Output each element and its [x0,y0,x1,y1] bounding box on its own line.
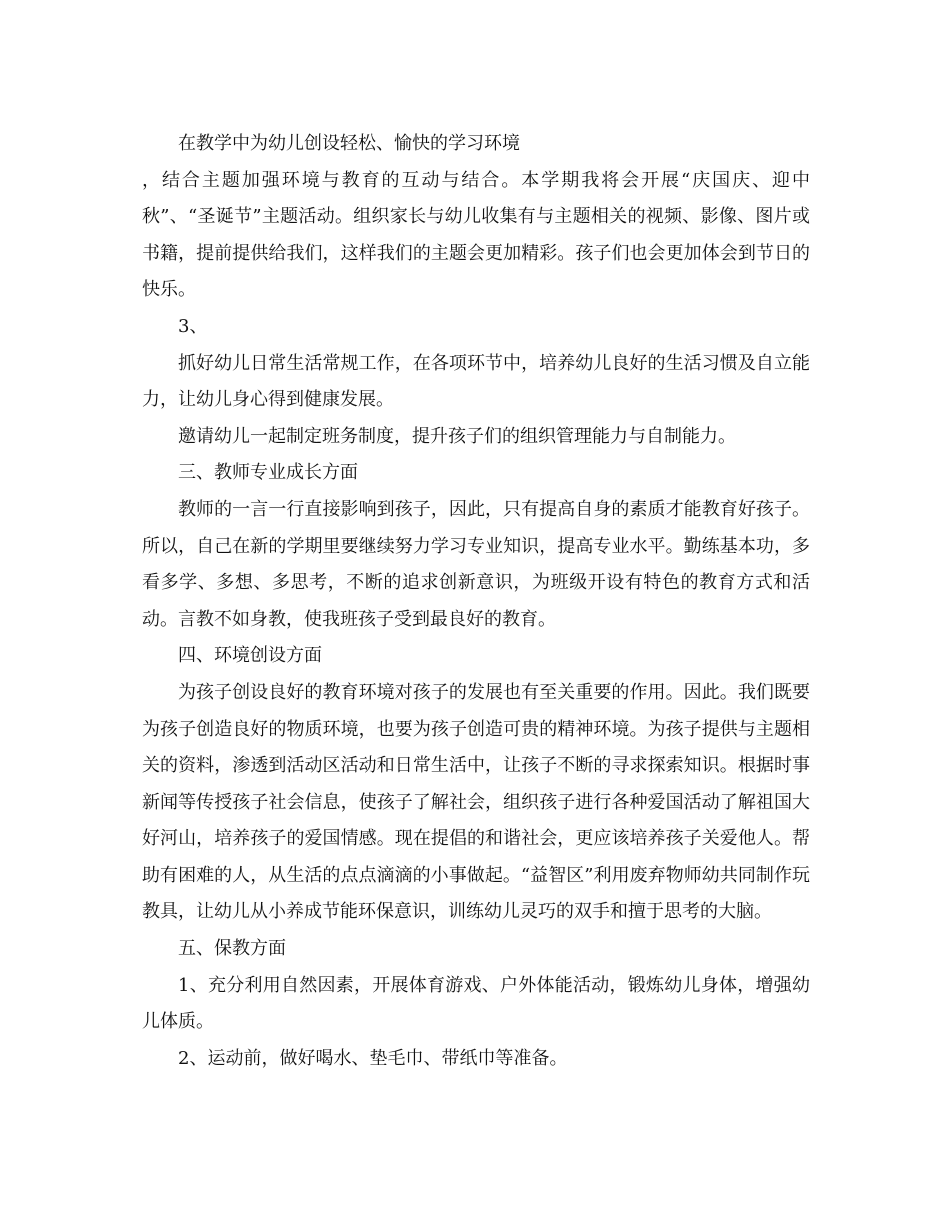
list-number-3: 3、 [178,315,208,337]
paragraph-theme-activities: ，结合主题加强环境与教育的互动与结合。本学期我将会开展“庆国庆、迎中秋”、“圣诞节”主题活动。组织家长与幼儿收集有与主题相关的视频、影像、图片或书籍，提前提供给我们，这样我们的主题会更加精彩。孩子们也会更加体会到节日的快乐。 [142,169,810,301]
paragraph-exercise-preparation: 2、运动前，做好喝水、垫毛巾、带纸巾等准备。 [178,1047,568,1069]
paragraph-environment-creation: 为孩子创设良好的教育环境对孩子的发展也有至关重要的作用。因此。我们既要为孩子创造良好的物质环境，也要为孩子创造可贵的精神环境。为孩子提供与主题相关的资料，渗透到活动区活动和日常生活中，让孩子不断的寻求探索知识。根据时事新闻等传授孩子社会信息，使孩子了解社会，组织孩子进行各种爱国活动了解祖国大好河山，培养孩子的爱国情感。现在提倡的和谐社会，更应该培养孩子关爱他人。帮助有困难的人，从生活的点点滴滴的小事做起。“益智区”利用废弃物师幼共同制作玩教具，让幼儿从小养成节能环保意识，训练幼儿灵巧的双手和擅于思考的大脑。 [142,681,810,923]
heading-care-education: 五、保教方面 [178,938,286,960]
paragraph-daily-routine: 抓好幼儿日常生活常规工作，在各项环节中，培养幼儿良好的生活习惯及自立能力，让幼儿身心得到健康发展。 [142,352,810,411]
paragraph-learning-environment: 在教学中为幼儿创设轻松、愉快的学习环境 [178,133,520,154]
document-body [142,126,810,1077]
heading-environment-creation: 四、环境创设方面 [178,645,322,667]
heading-teacher-growth: 三、教师专业成长方面 [178,462,358,484]
paragraph-outdoor-activities: 1、充分利用自然因素，开展体育游戏、户外体能活动，锻炼幼儿身体，增强幼儿体质。 [142,974,810,1033]
paragraph-teacher-growth: 教师的一言一行直接影响到孩子，因此，只有提高自身的素质才能教育好孩子。所以，自己在新的学期里要继续努力学习专业知识，提高专业水平。勤练基本功，多看多学、多想、多思考，不断的追求创新意识，为班级开设有特色的教育方式和活动。言教不如身教，使我班孩子受到最良好的教育。 [142,498,810,630]
paragraph-class-rules: 邀请幼儿一起制定班务制度，提升孩子们的组织管理能力与自制能力。 [178,425,736,447]
